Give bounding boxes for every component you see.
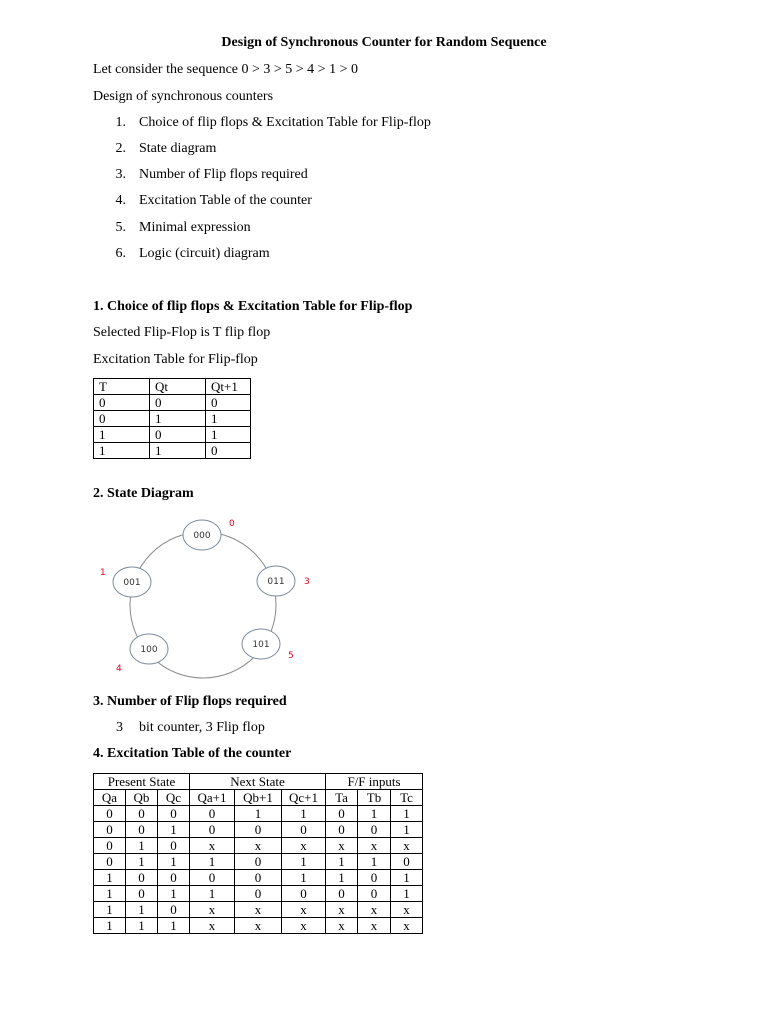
table-cell: 0 [94,411,150,427]
svg-text:001: 001 [123,578,141,588]
table-row [94,822,423,838]
table-row [94,870,423,886]
table-cell: 0 [158,870,190,886]
header-cell: Tc [391,790,423,806]
flipflop-count-text: bit counter, 3 Flip flop [139,720,265,735]
table-cell: 1 [158,822,190,838]
table-row [94,443,251,459]
state-label: 5 [288,651,294,661]
header-cell: Qa [94,790,126,806]
table-cell: 0 [190,870,235,886]
header-cell: Qc [158,790,190,806]
table-cell: 1 [391,806,423,822]
state-node [130,634,168,664]
state-node [242,629,280,659]
table-cell: 1 [126,838,158,854]
table-cell: 1 [94,870,126,886]
table-row [94,411,251,427]
table-cell: 1 [94,427,150,443]
state-diagram [90,512,330,682]
header-cell: Qt+1 [206,379,251,395]
table-cell: 0 [190,806,235,822]
table-cell: x [326,902,358,918]
table-cell: x [391,918,423,934]
table-cell: 1 [158,854,190,870]
state-node [113,567,151,597]
table-cell: 1 [94,886,126,902]
svg-text:000: 000 [193,531,211,541]
table-cell: 1 [126,854,158,870]
table-cell: x [190,918,235,934]
table-cell: x [391,902,423,918]
table-cell: 0 [94,822,126,838]
table-cell: 1 [158,886,190,902]
table-cell: 0 [126,886,158,902]
table-cell: 1 [206,427,251,443]
table-cell: x [282,918,326,934]
table-cell: 0 [235,854,282,870]
table-cell: 1 [94,902,126,918]
table-cell: x [235,838,282,854]
state-node [257,566,295,596]
table-cell: 1 [391,870,423,886]
table-cell: 1 [150,411,206,427]
header-cell: Qa+1 [190,790,235,806]
tff-excitation-table [93,378,251,459]
table-cell: 1 [391,886,423,902]
table-cell: 0 [158,838,190,854]
svg-text:101: 101 [252,640,270,650]
state-label: 3 [304,577,310,587]
table-cell: 1 [158,918,190,934]
svg-text:100: 100 [140,645,158,655]
table-cell: x [282,902,326,918]
table-cell: 1 [358,854,391,870]
table-cell: 0 [94,854,126,870]
header-cell: Qt [150,379,206,395]
table-row [94,806,423,822]
table-row [94,886,423,902]
table-cell: 0 [126,870,158,886]
table-cell: 0 [235,870,282,886]
table-cell: 0 [158,902,190,918]
table-cell: 0 [358,870,391,886]
table-cell: 0 [126,822,158,838]
table-cell: 0 [206,395,251,411]
section1-heading: 1. Choice of flip flops & Excitation Table for Flip-flop [93,299,413,314]
table-cell: 0 [326,806,358,822]
table-row [94,902,423,918]
selected-flipflop-text: Selected Flip-Flop is T flip flop [93,325,271,340]
table-row [94,427,251,443]
table-cell: 1 [282,854,326,870]
table-cell: x [358,902,391,918]
sequence-line: Let consider the sequence 0 > 3 > 5 > 4 > 1 > 0 [93,62,358,77]
header-cell: Ta [326,790,358,806]
table-row [94,918,423,934]
table-cell: x [235,918,282,934]
header-cell: F/F inputs [326,774,423,790]
header-cell: Qc+1 [282,790,326,806]
table-cell: 0 [235,886,282,902]
table-row [94,395,251,411]
table-cell: 1 [282,806,326,822]
counter-excitation-table [93,773,423,934]
state-label: 4 [116,664,122,674]
table-cell: 1 [282,870,326,886]
table-cell: 0 [190,822,235,838]
table-cell: 0 [391,854,423,870]
section2-heading: 2. State Diagram [93,486,194,501]
table-row [94,838,423,854]
table-cell: 0 [150,427,206,443]
table-header-row [94,379,251,395]
table-cell: x [358,918,391,934]
section4-heading: 4. Excitation Table of the counter [93,746,292,761]
table-cell: 1 [206,411,251,427]
table-cell: 1 [126,918,158,934]
table-cell: x [190,902,235,918]
table-cell: 0 [94,806,126,822]
section3-heading: 3. Number of Flip flops required [93,694,287,709]
state-node [183,520,221,550]
table-cell: 0 [150,395,206,411]
flipflop-count-number: 3 [116,720,123,735]
table-cell: 0 [126,806,158,822]
table-cell: 1 [126,902,158,918]
table-cell: 0 [358,886,391,902]
sub-header-row [94,790,423,806]
table-cell: x [235,902,282,918]
header-cell: T [94,379,150,395]
document-title: Design of Synchronous Counter for Random Sequence [221,35,547,50]
table-cell: 1 [94,918,126,934]
excitation-table-caption: Excitation Table for Flip-flop [93,352,258,367]
table-cell: 0 [235,822,282,838]
state-label: 1 [100,568,106,578]
table-cell: x [358,838,391,854]
header-cell: Tb [358,790,391,806]
table-cell: 0 [282,822,326,838]
header-cell: Next State [190,774,326,790]
table-cell: 1 [150,443,206,459]
table-cell: 0 [94,838,126,854]
table-cell: 1 [190,886,235,902]
svg-text:011: 011 [267,577,285,587]
header-cell: Present State [94,774,190,790]
table-cell: 0 [282,886,326,902]
table-cell: x [326,918,358,934]
table-row [94,854,423,870]
header-cell: Qb+1 [235,790,282,806]
group-header-row [94,774,423,790]
table-cell: x [391,838,423,854]
table-cell: 1 [94,443,150,459]
table-cell: 0 [206,443,251,459]
table-cell: 1 [190,854,235,870]
table-cell: x [326,838,358,854]
table-cell: 0 [358,822,391,838]
table-cell: 0 [326,822,358,838]
table-cell: 0 [326,886,358,902]
design-line: Design of synchronous counters [93,89,274,104]
table-cell: 1 [235,806,282,822]
table-cell: x [282,838,326,854]
table-cell: 1 [391,822,423,838]
table-cell: x [190,838,235,854]
table-cell: 1 [326,870,358,886]
table-cell: 0 [158,806,190,822]
header-cell: Qb [126,790,158,806]
state-label: 0 [229,519,235,529]
table-cell: 0 [94,395,150,411]
table-cell: 1 [326,854,358,870]
table-cell: 1 [358,806,391,822]
